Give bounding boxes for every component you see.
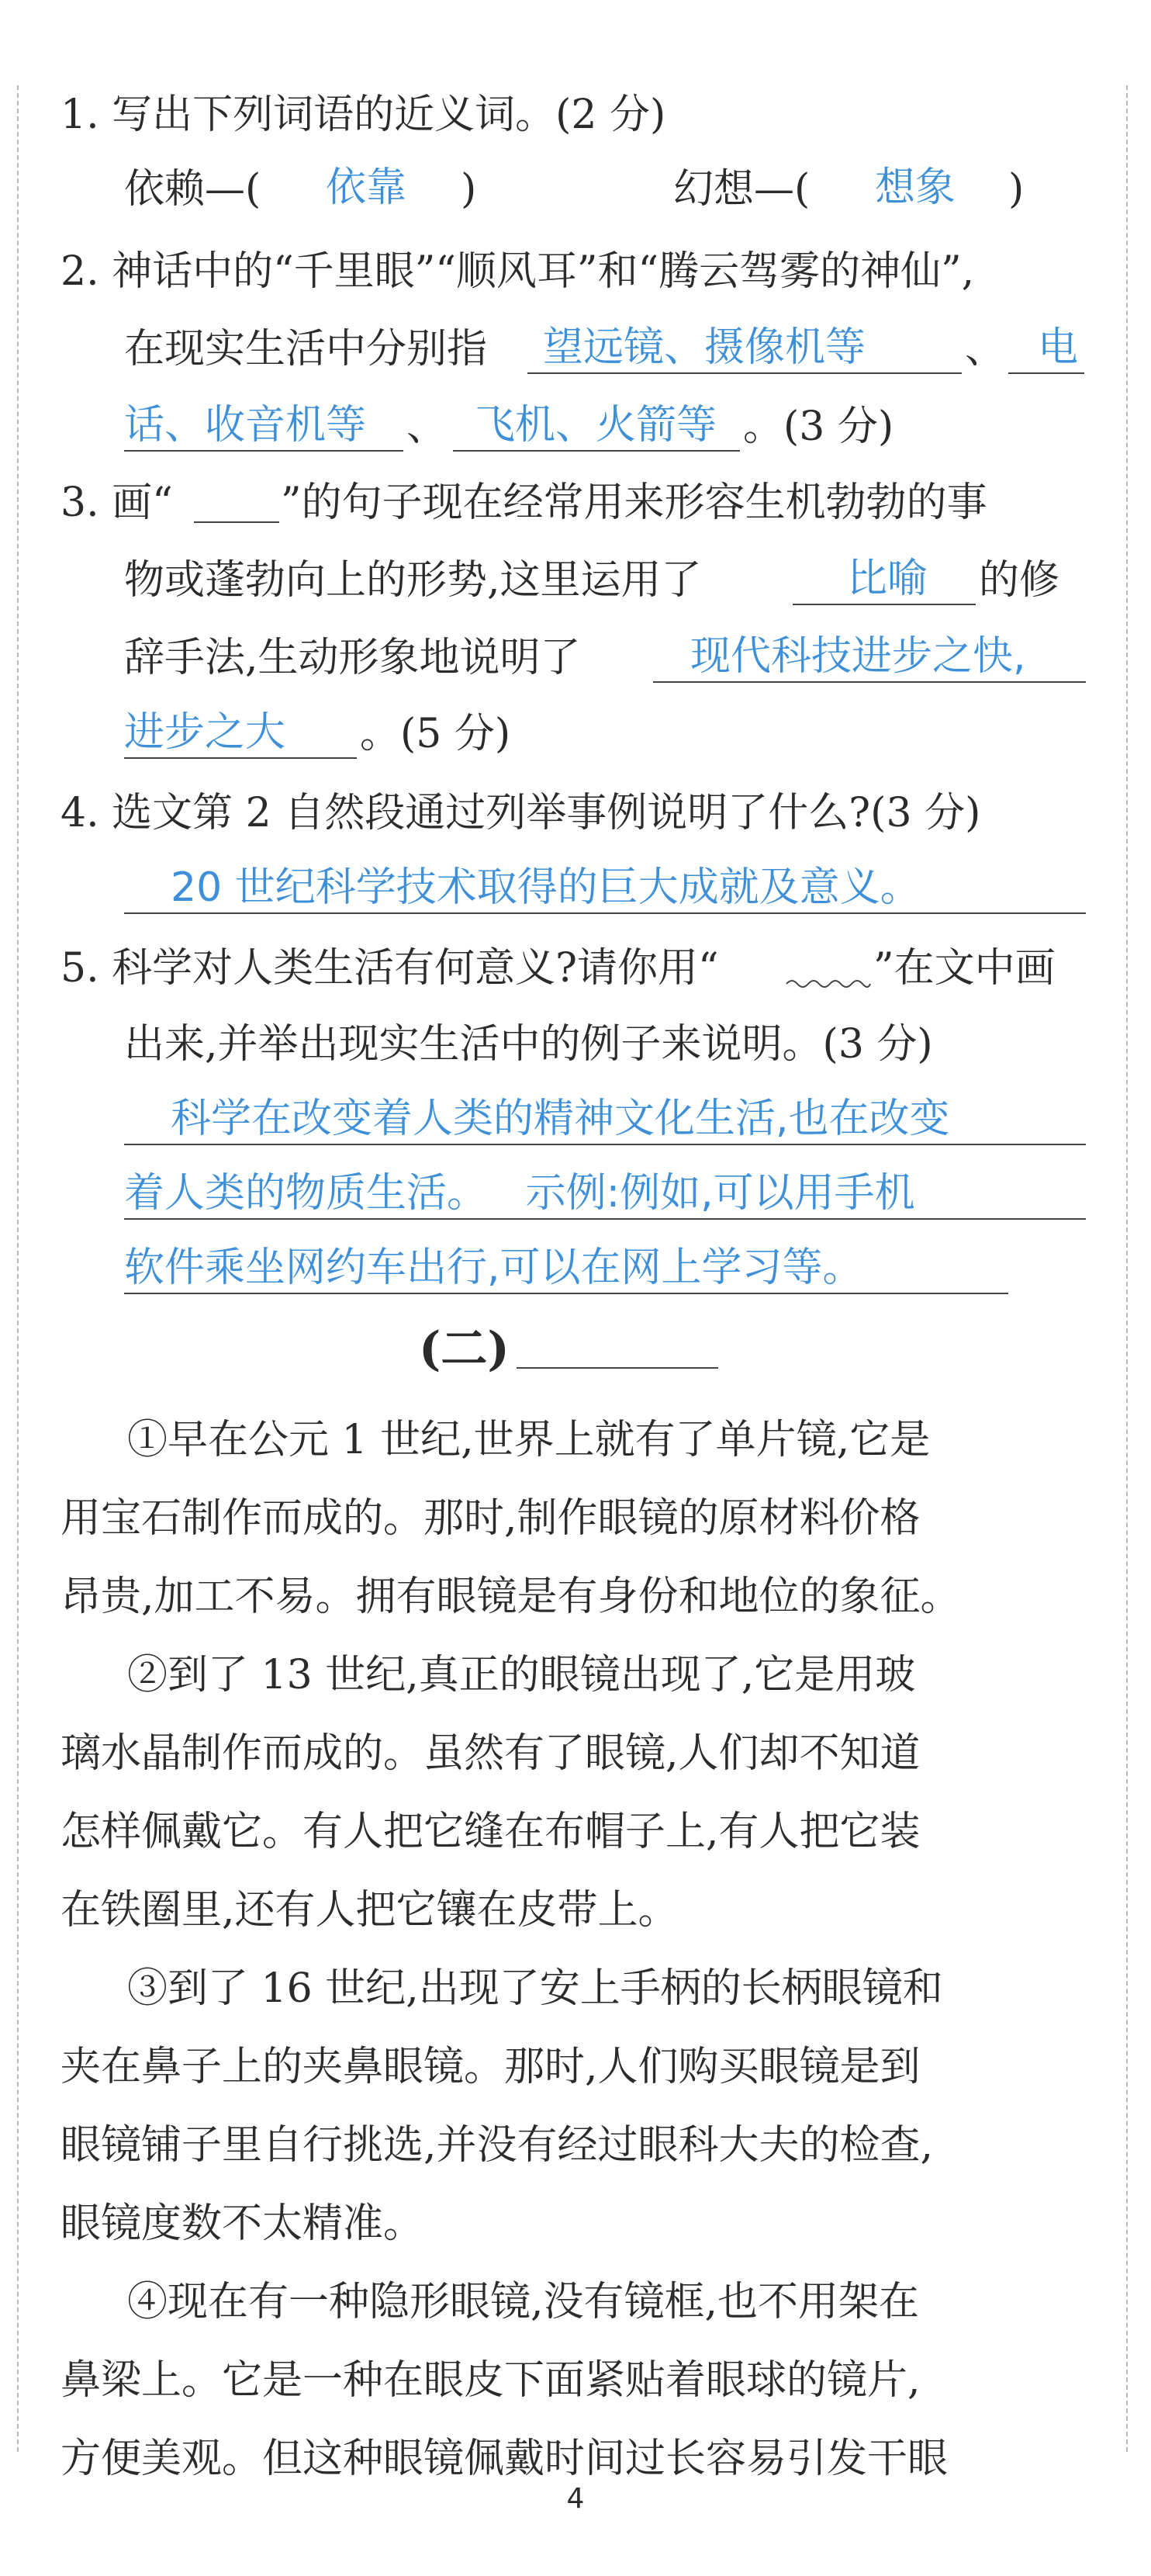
passage-line: ④现在有一种隐形眼镜,没有镜框,也不用架在 bbox=[127, 2279, 920, 2325]
q5-line1-b: ”在文中画 bbox=[873, 945, 1056, 992]
q4-prompt: 4. 选文第 2 自然段通过列举事例说明了什么?(3 分) bbox=[60, 790, 981, 836]
passage bbox=[60, 1401, 1092, 2498]
q3-answer2-part1: 现代科技进步之快, bbox=[690, 633, 1026, 680]
q3-blank bbox=[194, 521, 279, 523]
q2-answer1-underline bbox=[527, 372, 962, 374]
q5-answer-line2: 着人类的物质生活。 示例:例如,可以用手机 bbox=[124, 1170, 915, 1217]
passage-line: 怎样佩戴它。有人把它缝在布帽子上,有人把它装 bbox=[60, 1809, 921, 1855]
q5-answer-line1: 科学在改变着人类的精神文化生活,也在改变 bbox=[171, 1096, 950, 1142]
q2-answer3-underline bbox=[453, 450, 740, 452]
q4-answer-underline bbox=[124, 912, 1086, 914]
passage-line: 昂贵,加工不易。拥有眼镜是有身份和地位的象征。 bbox=[60, 1574, 961, 1620]
q1-pair1-close: ) bbox=[461, 166, 477, 213]
q2-suffix: 。(3 分) bbox=[743, 403, 894, 450]
q3-answer2-underline-b bbox=[124, 757, 357, 759]
passage-line: 璃水晶制作而成的。虽然有了眼镜,人们却不知道 bbox=[60, 1730, 921, 1777]
q3-answer2-part2: 进步之大 bbox=[124, 709, 286, 756]
section2-title-blank bbox=[517, 1367, 718, 1369]
q5-answer-line3: 软件乘坐网约车出行,可以在网上学习等。 bbox=[124, 1245, 863, 1291]
passage-line: 鼻梁上。它是一种在眼皮下面紧贴着眼球的镜片, bbox=[60, 2357, 921, 2404]
q3-line1-b: ”的句子现在经常用来形容生机勃勃的事 bbox=[281, 480, 987, 526]
q2-answer1: 望远镜、摄像机等 bbox=[543, 324, 866, 371]
q2-answer2-part2: 话、收音机等 bbox=[124, 402, 367, 448]
q3-answer1: 比喻 bbox=[847, 556, 928, 602]
right-dashed-border bbox=[1126, 85, 1128, 2452]
q1-pair2-answer: 想象 bbox=[875, 164, 956, 211]
q3-line2-suffix: 的修 bbox=[979, 557, 1060, 604]
section2-heading: (二) bbox=[419, 1322, 510, 1376]
passage-line: ①早在公元 1 世纪,世界上就有了单片镜,它是 bbox=[127, 1417, 931, 1463]
q2-answer3: 飞机、火箭等 bbox=[475, 402, 717, 448]
q2-answer2-part1: 电 bbox=[1038, 324, 1079, 371]
passage-line: ③到了 16 世纪,出现了安上手柄的长柄眼镜和 bbox=[127, 1965, 943, 2012]
q1-pair1-word: 依赖—( bbox=[124, 166, 261, 213]
left-dashed-border bbox=[17, 85, 19, 2452]
wavy-underline-icon bbox=[785, 976, 872, 992]
q3-line3-prefix: 辞手法,生动形象地说明了 bbox=[124, 635, 581, 681]
page-number: 4 bbox=[566, 2483, 585, 2515]
q3-answer1-underline bbox=[793, 604, 976, 605]
q2-sep1: 、 bbox=[965, 326, 1006, 372]
q5-answer-underline-2 bbox=[124, 1218, 1086, 1220]
q3-line2-prefix: 物或蓬勃向上的形势,这里运用了 bbox=[124, 557, 702, 604]
q1-prompt: 1. 写出下列词语的近义词。(2 分) bbox=[60, 92, 666, 138]
passage-line: 在铁圈里,还有人把它镶在皮带上。 bbox=[60, 1887, 679, 1934]
q2-line2-prefix: 在现实生活中分别指 bbox=[124, 326, 488, 372]
q1-pair2-word: 幻想—( bbox=[673, 166, 811, 213]
q1-pair2-close: ) bbox=[1008, 166, 1025, 213]
passage-line: 眼镜铺子里自行挑选,并没有经过眼科大夫的检查, bbox=[60, 2122, 934, 2169]
q1-pair1-answer: 依靠 bbox=[326, 164, 407, 211]
passage-line: 眼镜度数不太精准。 bbox=[60, 2200, 424, 2247]
q3-line1-a: 3. 画“ bbox=[60, 480, 173, 526]
q4-answer: 20 世纪科学技术取得的巨大成就及意义。 bbox=[171, 864, 921, 911]
passage-line: 方便美观。但这种眼镜佩戴时间过长容易引发干眼 bbox=[60, 2436, 949, 2482]
q2-answer2-underline-b bbox=[124, 450, 403, 452]
passage-line: 用宝石制作而成的。那时,制作眼镜的原材料价格 bbox=[60, 1495, 921, 1542]
q2-line1: 2. 神话中的“千里眼”“顺风耳”和“腾云驾雾的神仙”, bbox=[60, 248, 975, 295]
q5-answer-underline-3 bbox=[124, 1293, 1008, 1294]
q3-answer2-underline-a bbox=[653, 681, 1086, 683]
q2-answer2-underline-a bbox=[1008, 372, 1084, 374]
q5-answer-underline-1 bbox=[124, 1144, 1086, 1145]
q2-sep2: 、 bbox=[406, 403, 448, 450]
q5-line2: 出来,并举出现实生活中的例子来说明。(3 分) bbox=[124, 1021, 933, 1068]
passage-line: ②到了 13 世纪,真正的眼镜出现了,它是用玻 bbox=[127, 1652, 916, 1698]
passage-line: 夹在鼻子上的夹鼻眼镜。那时,人们购买眼镜是到 bbox=[60, 2044, 921, 2090]
q3-suffix: 。(5 分) bbox=[360, 711, 511, 757]
q5-line1-a: 5. 科学对人类生活有何意义?请你用“ bbox=[60, 945, 719, 992]
